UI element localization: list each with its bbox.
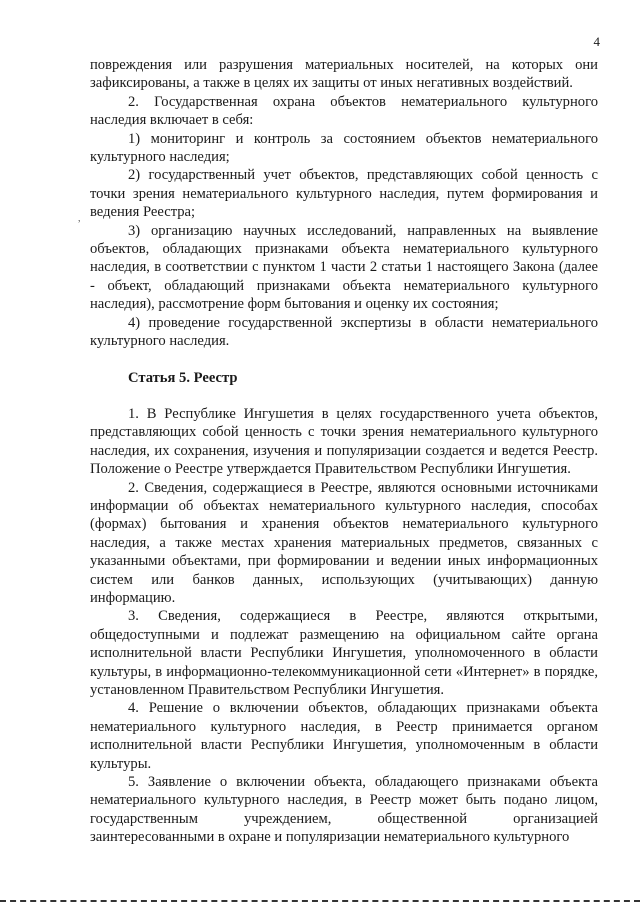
paragraph: 2. Сведения, содержащиеся в Реестре, являются основными источниками информации об объектах нематериального культурного наследия, способах (формах) бытования и хранения объектов нематериального культурного наследия, а также местах хранения материальных предметов, связанных с указанными объектами, при формировании и ведении иных информационных систем или банков данных, использующих (учитывающих) данную информацию. xyxy=(90,479,598,606)
paragraph: 5. Заявление о включении объекта, обладающего признаками объекта нематериального культурного наследия, в Реестр может быть подано лицом, государственным учреждением, общественной организацией заинтересованными в охране и популяризации нематериального культурного xyxy=(90,774,598,846)
scan-mark: , xyxy=(78,213,81,224)
paragraph: 3. Сведения, содержащиеся в Реестре, являются открытыми, общедоступными и подлежат размещению на официальном сайте органа исполнительной власти Республики Ингушетия, уполномоченного в области культуры, в информационно-телекоммуникационной сети «Интернет» в порядке, установленном Правительством Республики Ингушетия. xyxy=(90,608,598,698)
paragraph: 1) мониторинг и контроль за состоянием объектов нематериального культурного наследия; xyxy=(90,130,598,166)
paragraph: 3) организацию научных исследований, направленных на выявление объектов, обладающих признаками объекта нематериального культурного наследия, в соответствии с пунктом 1 части 2 статьи 1 настоящего Закона (далее - объект, обладающий признаками объекта нематериального культурного наследия), рассмотрение форм бытования и оценку их состояния; xyxy=(90,222,598,313)
paragraph: 1. В Республике Ингушетия в целях государственного учета объектов, представляющих собой ценность с точки зрения нематериального культурного наследия, их сохранения, изучения и популяризации создается и ведется Реестр. Положение о Реестре утверждается Правительством Республики Ингушетия. xyxy=(90,405,598,478)
article-heading: Статья 5. Реестр xyxy=(128,369,238,386)
document-body xyxy=(90,56,598,847)
scan-edge-line xyxy=(0,900,640,902)
page-number: 4 xyxy=(593,34,600,49)
paragraph: 2) государственный учет объектов, представляющих собой ценность с точки зрения нематериального культурного наследия, путем формирования и ведения Реестра; xyxy=(90,167,598,221)
paragraph: 4. Решение о включении объектов, обладающих признаками объекта нематериального культурного наследия, в Реестр принимается органом исполнительной власти Республики Ингушетия, уполномоченным в области культуры. xyxy=(90,700,598,772)
paragraph: 4) проведение государственной экспертизы в области нематериального культурного наследия. xyxy=(90,314,598,350)
paragraph: 2. Государственная охрана объектов нематериального культурного наследия включает в себя: xyxy=(90,93,598,129)
paragraph: повреждения или разрушения материальных носителей, на которых они зафиксированы, а также в целях их защиты от иных негативных воздействий. xyxy=(90,57,598,92)
